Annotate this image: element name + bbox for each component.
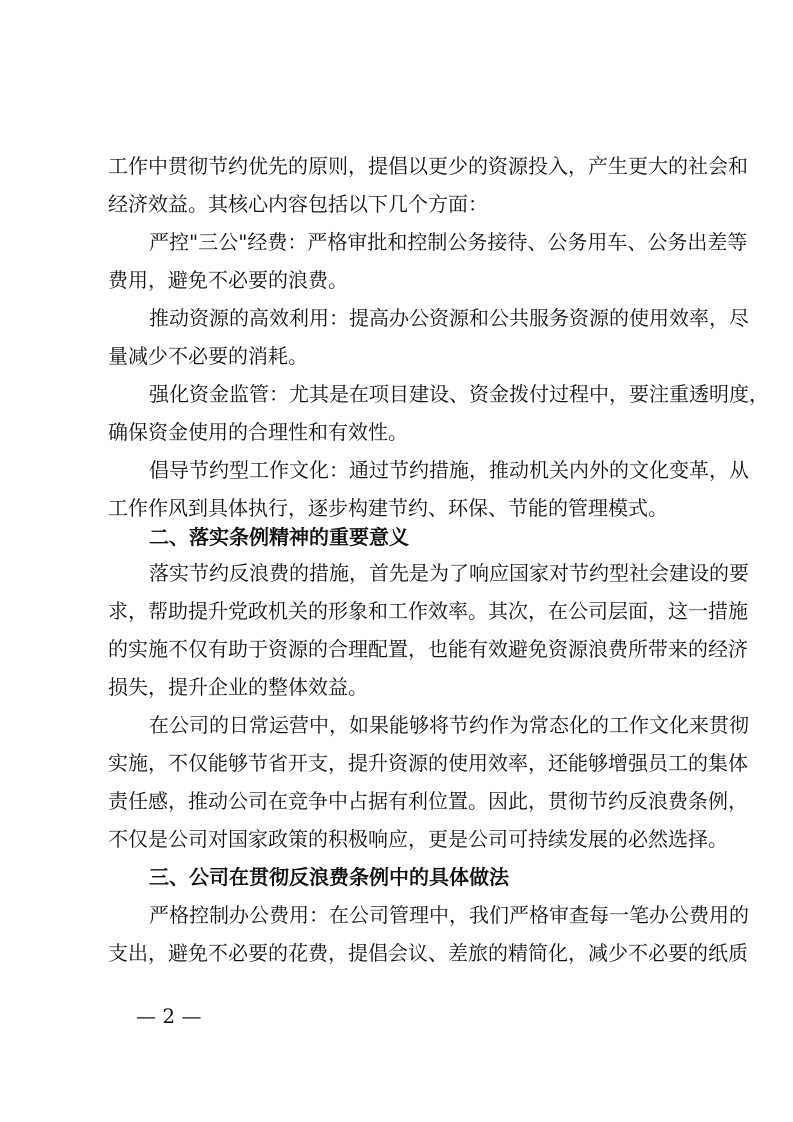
paragraph-line: 工作作风到具体执行，逐步构建节约、环保、节能的管理模式。	[108, 496, 668, 520]
paragraph-line: 倡导节约型工作文化：通过节约措施，推动机关内外的文化变革，从	[149, 458, 749, 482]
paragraph-line: 严控"三公"经费：严格审批和控制公务接待、公务用车、公务出差等	[149, 230, 748, 254]
paragraph-line: 费用，避免不必要的浪费。	[108, 268, 348, 292]
paragraph-line: 责任感，推动公司在竞争中占据有利位置。因此，贯彻节约反浪费条例，	[108, 789, 748, 813]
paragraph-line: 强化资金监管：尤其是在项目建设、资金拨付过程中，要注重透明度，	[149, 382, 769, 406]
section-heading: 三、公司在贯彻反浪费条例中的具体做法	[149, 865, 509, 889]
paragraph-line: 不仅是公司对国家政策的积极响应，更是公司可持续发展的必然选择。	[108, 827, 728, 851]
paragraph-line: 严格控制办公费用：在公司管理中，我们严格审查每一笔办公费用的	[149, 903, 749, 927]
section-heading: 二、落实条例精神的重要意义	[149, 525, 409, 549]
paragraph-line: 在公司的日常运营中，如果能够将节约作为常态化的工作文化来贯彻	[149, 713, 749, 737]
paragraph-line: 推动资源的高效利用：提高办公资源和公共服务资源的使用效率，尽	[149, 306, 749, 330]
page-number: — 2 —	[136, 1004, 202, 1028]
paragraph-line: 工作中贯彻节约优先的原则，提倡以更少的资源投入，产生更大的社会和	[108, 154, 748, 178]
paragraph-line: 损失，提升企业的整体效益。	[108, 675, 368, 699]
paragraph-line: 求，帮助提升党政机关的形象和工作效率。其次，在公司层面，这一措施	[108, 599, 748, 623]
paragraph-line: 确保资金使用的合理性和有效性。	[108, 420, 408, 444]
paragraph-line: 经济效益。其核心内容包括以下几个方面：	[108, 192, 488, 216]
paragraph-line: 的实施不仅有助于资源的合理配置，也能有效避免资源浪费所带来的经济	[108, 637, 748, 661]
paragraph-line: 落实节约反浪费的措施，首先是为了响应国家对节约型社会建设的要	[149, 561, 749, 585]
paragraph-line: 实施，不仅能够节省开支，提升资源的使用效率，还能够增强员工的集体	[108, 751, 748, 775]
paragraph-line: 支出，避免不必要的花费，提倡会议、差旅的精简化，减少不必要的纸质	[108, 941, 748, 965]
paragraph-line: 量减少不必要的消耗。	[108, 344, 308, 368]
